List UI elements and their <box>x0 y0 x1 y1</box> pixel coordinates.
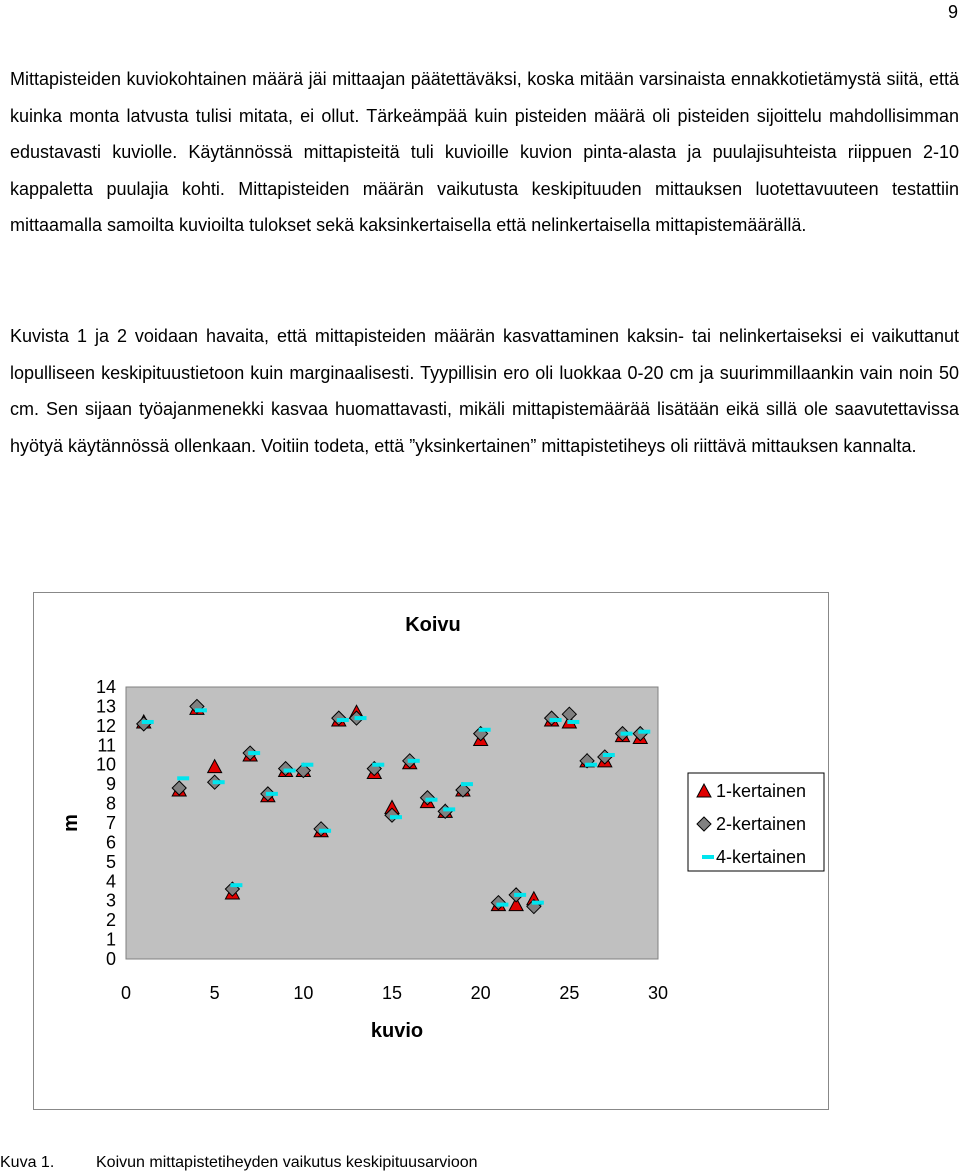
data-point-dash <box>425 798 437 802</box>
data-point-dash <box>461 782 473 786</box>
koivu-scatter-chart <box>34 593 828 1109</box>
data-point-dash <box>195 708 207 712</box>
data-point-dash <box>213 780 225 784</box>
x-tick-label: 25 <box>559 983 580 1003</box>
legend-label: 1-kertainen <box>716 781 807 801</box>
data-point-dash <box>585 763 597 767</box>
page-number: 9 <box>947 2 958 22</box>
figure-caption-text: Koivun mittapistetiheyden vaikutus keskipituusarvioon <box>96 1154 478 1171</box>
data-point-dash <box>248 751 260 755</box>
data-point-dash <box>284 769 296 773</box>
data-point-dash <box>532 901 544 905</box>
y-tick-label: 2 <box>105 910 116 931</box>
legend-label: 4-kertainen <box>716 847 807 867</box>
data-point-dash <box>355 716 367 720</box>
legend-marker-dash <box>702 855 714 859</box>
x-tick-label: 20 <box>470 983 491 1003</box>
data-point-dash <box>567 720 579 724</box>
y-tick-label: 3 <box>105 890 116 911</box>
data-point-dash <box>390 815 402 819</box>
data-point-dash <box>514 893 526 897</box>
y-tick-label: 12 <box>95 715 116 736</box>
legend-label: 2-kertainen <box>716 814 807 834</box>
y-tick-label: 6 <box>105 832 116 853</box>
data-point-dash <box>319 829 331 833</box>
x-tick-label: 15 <box>381 983 403 1003</box>
data-point-dash <box>638 730 650 734</box>
data-point-dash <box>496 903 508 907</box>
x-tick-label: 10 <box>293 983 314 1003</box>
y-tick-label: 11 <box>97 735 116 756</box>
data-point-dash <box>230 883 242 887</box>
plot-area <box>126 687 658 959</box>
y-tick-label: 0 <box>105 949 116 969</box>
data-point-dash <box>479 728 491 732</box>
x-axis-label: kuvio <box>370 1020 424 1042</box>
x-tick-label: 30 <box>647 983 669 1003</box>
body-paragraph-2: Kuvista 1 ja 2 voidaan havaita, että mittapisteiden määrän kasvattaminen kaksin- tai nelinkertaiseksi ei vaikuttanut lopulliseen keskipituustietoon kuin marginaalisesti. Tyypillisin ero oli luokkaa 0-20 cm ja suurimmillaankin vain noin 50 cm. Sen sijaan työajanmenekki kasvaa huomattavasti, mikäli mittapistemäärää lisätään eikä sillä ole saavutettavissa hyötyä käytännössä ollenkaan. Voitiin todeta, että ”yksinkertainen” mittapistetiheys oli riittävä mittauksen kannalta. <box>10 326 959 456</box>
data-point-dash <box>550 718 562 722</box>
y-axis-label: m <box>60 814 82 832</box>
figure-caption-label: Kuva 1. <box>0 1154 55 1171</box>
data-point-dash <box>603 753 615 757</box>
y-tick-label: 14 <box>95 677 116 697</box>
body-paragraph-1: Mittapisteiden kuviokohtainen määrä jäi mittaajan päätettäväksi, koska mitään varsinaista ennakkotietämystä siitä, että kuinka monta latvusta tulisi mitata, ei ollut. Tärkeämpää kuin pisteiden määrä oli pisteiden sijoittelu mahdollisimman edustavasti kuviolle. Käytännössä mittapisteitä tuli kuvioille kuvion pinta-alasta ja puulajisuhteista riippuen 2-10 kappaletta puulajia kohti. Mittapisteiden määrän vaikutusta keskipituuden mittauksen luotettavuuteen testattiin mittaamalla samoilta kuvioilta tulokset sekä kaksinkertaisella että nelinkertaisella mittapistemäärällä. <box>10 69 959 236</box>
y-tick-label: 9 <box>105 774 116 795</box>
y-tick-label: 4 <box>105 871 116 892</box>
y-tick-label: 5 <box>105 851 116 872</box>
y-tick-label: 8 <box>105 793 116 814</box>
chart-title: Koivu <box>405 614 461 636</box>
y-tick-label: 13 <box>95 696 116 717</box>
y-tick-label: 7 <box>105 813 116 833</box>
data-point-dash <box>372 763 384 767</box>
data-point-dash <box>177 776 189 780</box>
x-tick-label: 0 <box>120 983 132 1003</box>
data-point-dash <box>301 763 313 767</box>
data-point-dash <box>621 732 633 736</box>
y-tick-label: 10 <box>95 754 116 775</box>
data-point-dash <box>408 759 420 763</box>
y-tick-label: 1 <box>105 929 116 950</box>
data-point-dash <box>337 718 349 722</box>
data-point-dash <box>266 792 278 796</box>
data-point-dash <box>443 807 455 811</box>
data-point-dash <box>142 720 154 724</box>
chart-frame <box>33 592 829 1110</box>
x-tick-label: 5 <box>209 983 220 1003</box>
